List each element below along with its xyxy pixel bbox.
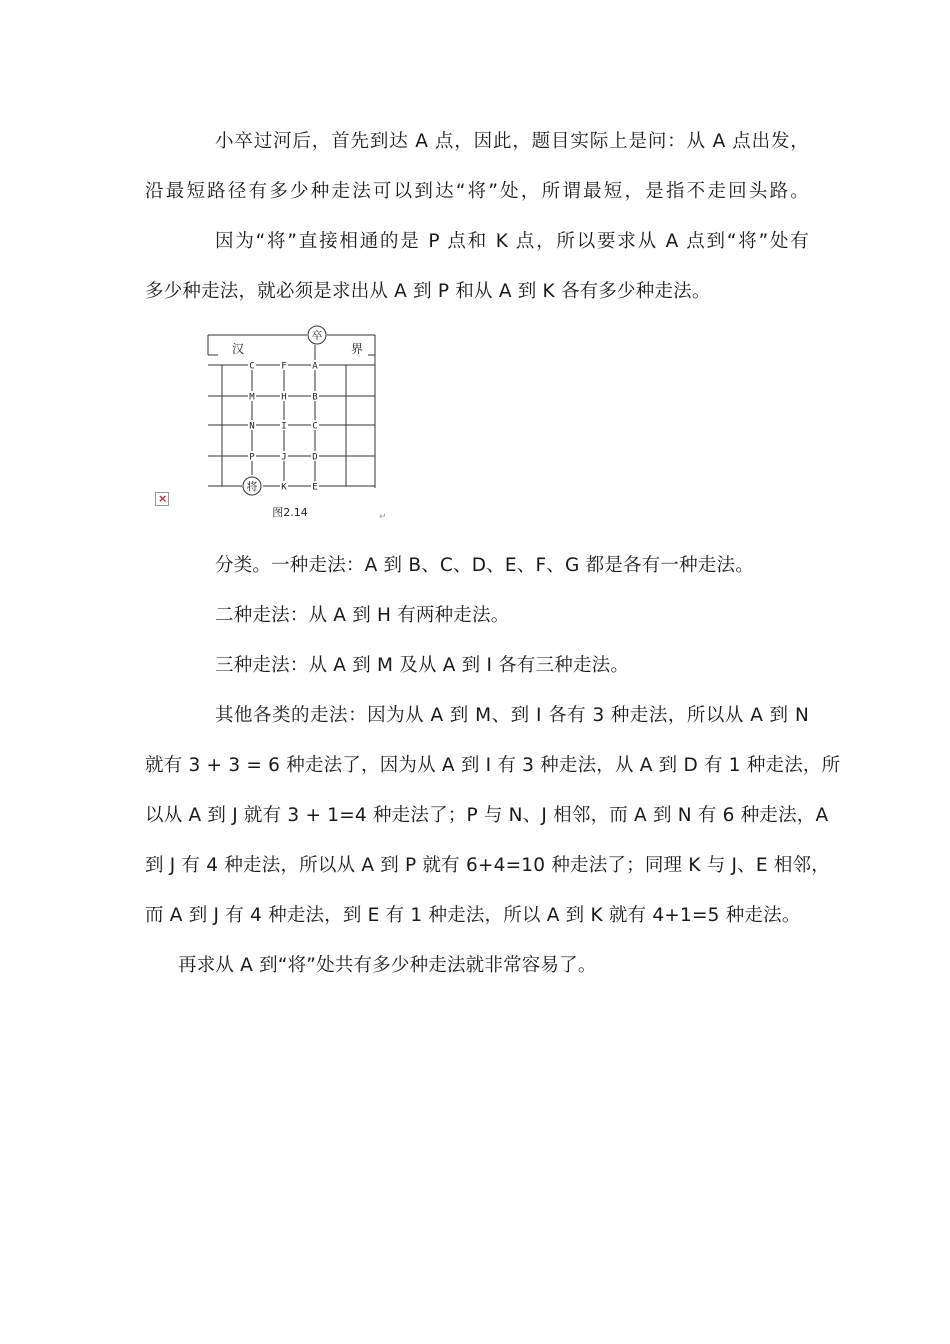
grid-point-label-n: N — [249, 421, 255, 432]
pawn-piece-label: 卒 — [311, 329, 323, 342]
chess-grid-figure — [198, 325, 388, 525]
para6-line4: 到 J 有 4 种走法，所以从 A 到 P 就有 6+4=10 种走法了；同理 K 与 J、E 相邻， — [145, 855, 830, 876]
grid-point-label-i: I — [281, 421, 287, 432]
figure-caption: 图2.14 — [272, 506, 308, 519]
para6-line2: 就有 3 + 3 = 6 种走法了，因为从 A 到 I 有 3 种走法，从 A 到 D 有 1 种走法，所 — [145, 755, 841, 776]
para6-line5: 而 A 到 J 有 4 种走法，到 E 有 1 种走法，所以 A 到 K 就有 4+1=5 种走法。 — [145, 905, 801, 926]
river-left-label: 汉 — [231, 342, 245, 356]
grid-point-label-d: D — [312, 452, 318, 463]
para4: 二种走法：从 A 到 H 有两种走法。 — [215, 605, 510, 626]
para2-line2: 多少种走法，就必须是求出从 A 到 P 和从 A 到 K 各有多少种走法。 — [145, 281, 711, 302]
grid-point-label-f: F — [281, 361, 287, 372]
para7: 再求从 A 到“将”处共有多少种走法就非常容易了。 — [178, 955, 597, 976]
para3: 分类。一种走法：A 到 B、C、D、E、F、G 都是各有一种走法。 — [215, 555, 754, 576]
grid-point-label-a: A — [312, 361, 318, 372]
broken-image-icon: × — [155, 492, 169, 506]
river-right-label: 界 — [350, 342, 364, 356]
grid-point-label-b: B — [312, 392, 318, 403]
para1-line2: 沿最短路径有多少种走法可以到达“将”处，所谓最短，是指不走回头路。 — [145, 181, 809, 202]
grid-point-label-j: J — [281, 452, 287, 463]
grid-point-label-c: C — [312, 421, 318, 432]
para6-line3: 以从 A 到 J 就有 3 + 1=4 种走法了；P 与 N、J 相邻，而 A 到 N 有 6 种走法，A — [145, 805, 829, 826]
grid-point-label-m: M — [249, 392, 255, 403]
grid-point-label-e: E — [312, 482, 318, 493]
para1-line1: 小卒过河后，首先到达 A 点，因此，题目实际上是问：从 A 点出发， — [215, 131, 809, 152]
grid-point-label-h: H — [281, 392, 287, 403]
para5: 三种走法：从 A 到 M 及从 A 到 I 各有三种走法。 — [215, 655, 630, 676]
para6-line1: 其他各类的走法：因为从 A 到 M、到 I 各有 3 种走法，所以从 A 到 N — [215, 705, 809, 726]
para2-line1: 因为“将”直接相通的是 P 点和 K 点，所以要求从 A 点到“将”处有 — [215, 231, 809, 252]
return-mark: ↵ — [379, 512, 387, 522]
general-piece-label: 将 — [246, 480, 258, 493]
grid-point-label-k: K — [281, 482, 287, 493]
grid-point-label-c: C — [249, 361, 255, 372]
grid-point-label-p: P — [249, 452, 255, 463]
